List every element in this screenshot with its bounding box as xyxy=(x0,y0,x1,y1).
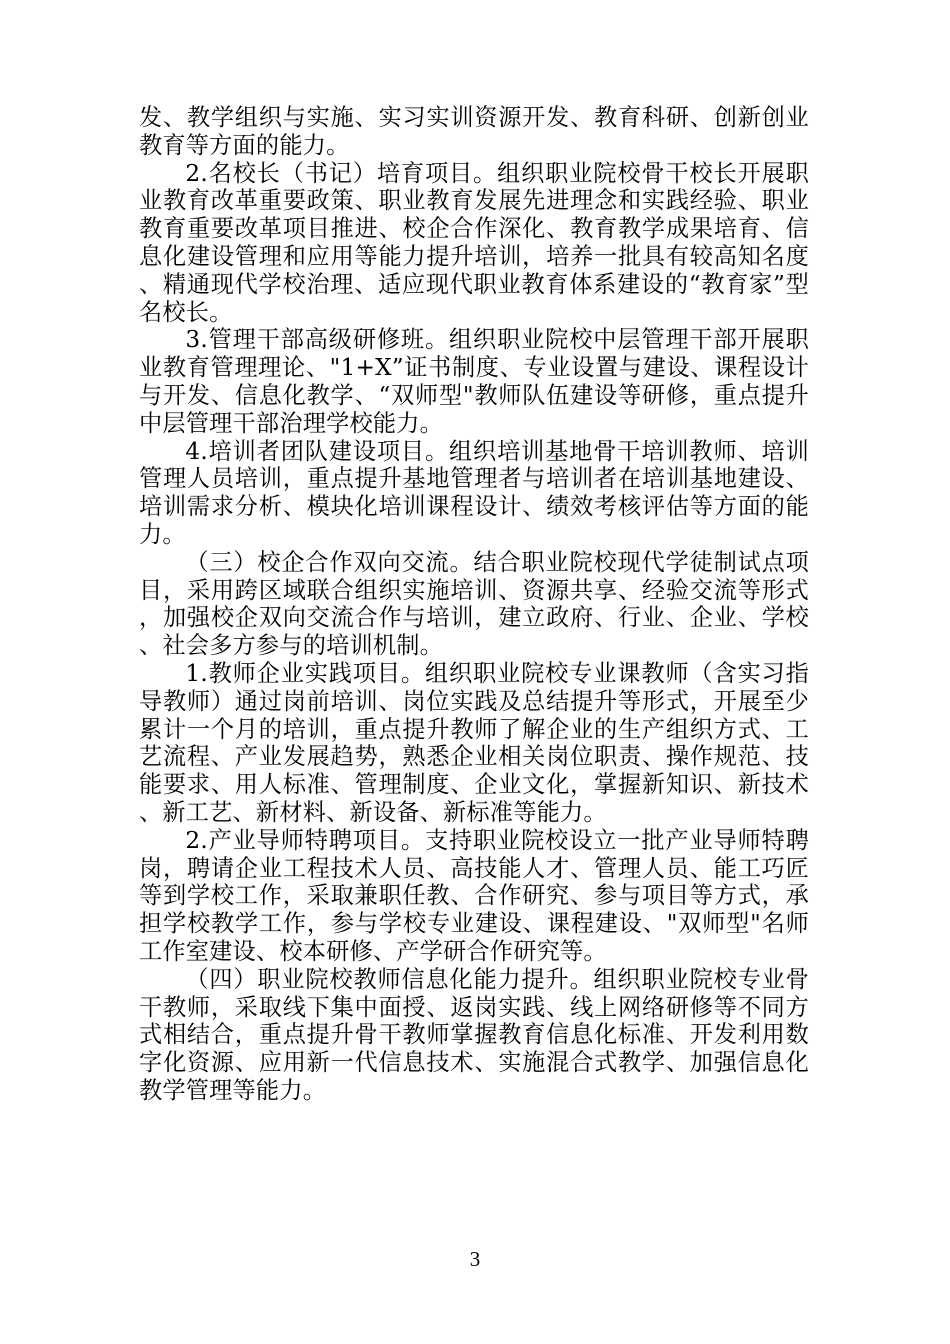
paragraph-management-training: 3.管理干部高级研修班。组织职业院校中层管理干部开展职业教育管理理论、"1+X”证书制度、专业设置与建设、课程设计与开发、信息化教学、“双师型"教师队伍建设等研修，重点提升中层管理干部治理学校能力。 xyxy=(139,326,809,437)
paragraph-information-capability: （四）职业院校教师信息化能力提升。组织职业院校专业骨干教师，采取线下集中面授、返岗实践、线上网络研修等不同方式相结合，重点提升骨干教师掌握教育信息化标准、开发利用数字化资源、应用新一代信息技术、实施混合式教学、加强信息化教学管理等能力。 xyxy=(139,965,809,1104)
paragraph-principal-cultivation: 2.名校长（书记）培育项目。组织职业院校骨干校长开展职业教育改革重要政策、职业教育发展先进理念和实践经验、职业教育重要改革项目推进、校企合作深化、教育教学成果培育、信息化建设管理和应用等能力提升培训，培养一批具有较高知名度、精通现代学校治理、适应现代职业教育体系建设的“教育家”型名校长。 xyxy=(139,159,809,326)
page-number: 3 xyxy=(469,1247,481,1271)
paragraph-teacher-enterprise-practice: 1.教师企业实践项目。组织职业院校专业课教师（含实习指导教师）通过岗前培训、岗位实践及总结提升等形式，开展至少累计一个月的培训，重点提升教师了解企业的生产组织方式、工艺流程、产业发展趋势，熟悉企业相关岗位职责、操作规范、技能要求、用人标准、管理制度、企业文化，掌握新知识、新技术、新工艺、新材料、新设备、新标准等能力。 xyxy=(139,659,809,826)
paragraph-trainer-team: 4.培训者团队建设项目。组织培训基地骨干培训教师、培训管理人员培训，重点提升基地管理者与培训者在培训基地建设、培训需求分析、模块化培训课程设计、绩效考核评估等方面的能力。 xyxy=(139,437,809,548)
paragraph-industry-mentor: 2.产业导师特聘项目。支持职业院校设立一批产业导师特聘岗，聘请企业工程技术人员、高技能人才、管理人员、能工巧匠等到学校工作，采取兼职任教、合作研究、参与项目等方式，承担学校教学工作，参与学校专业建设、课程建设、"双师型"名师工作室建设、校本研修、产学研合作研究等。 xyxy=(139,826,809,965)
paragraph-continuation: 发、教学组织与实施、实习实训资源开发、教育科研、创新创业教育等方面的能力。 xyxy=(139,104,809,159)
document-body xyxy=(139,104,809,1105)
paragraph-school-enterprise-exchange: （三）校企合作双向交流。结合职业院校现代学徒制试点项目，采用跨区域联合组织实施培训、资源共享、经验交流等形式，加强校企双向交流合作与培训，建立政府、行业、企业、学校、社会多方参与的培训机制。 xyxy=(139,548,809,660)
